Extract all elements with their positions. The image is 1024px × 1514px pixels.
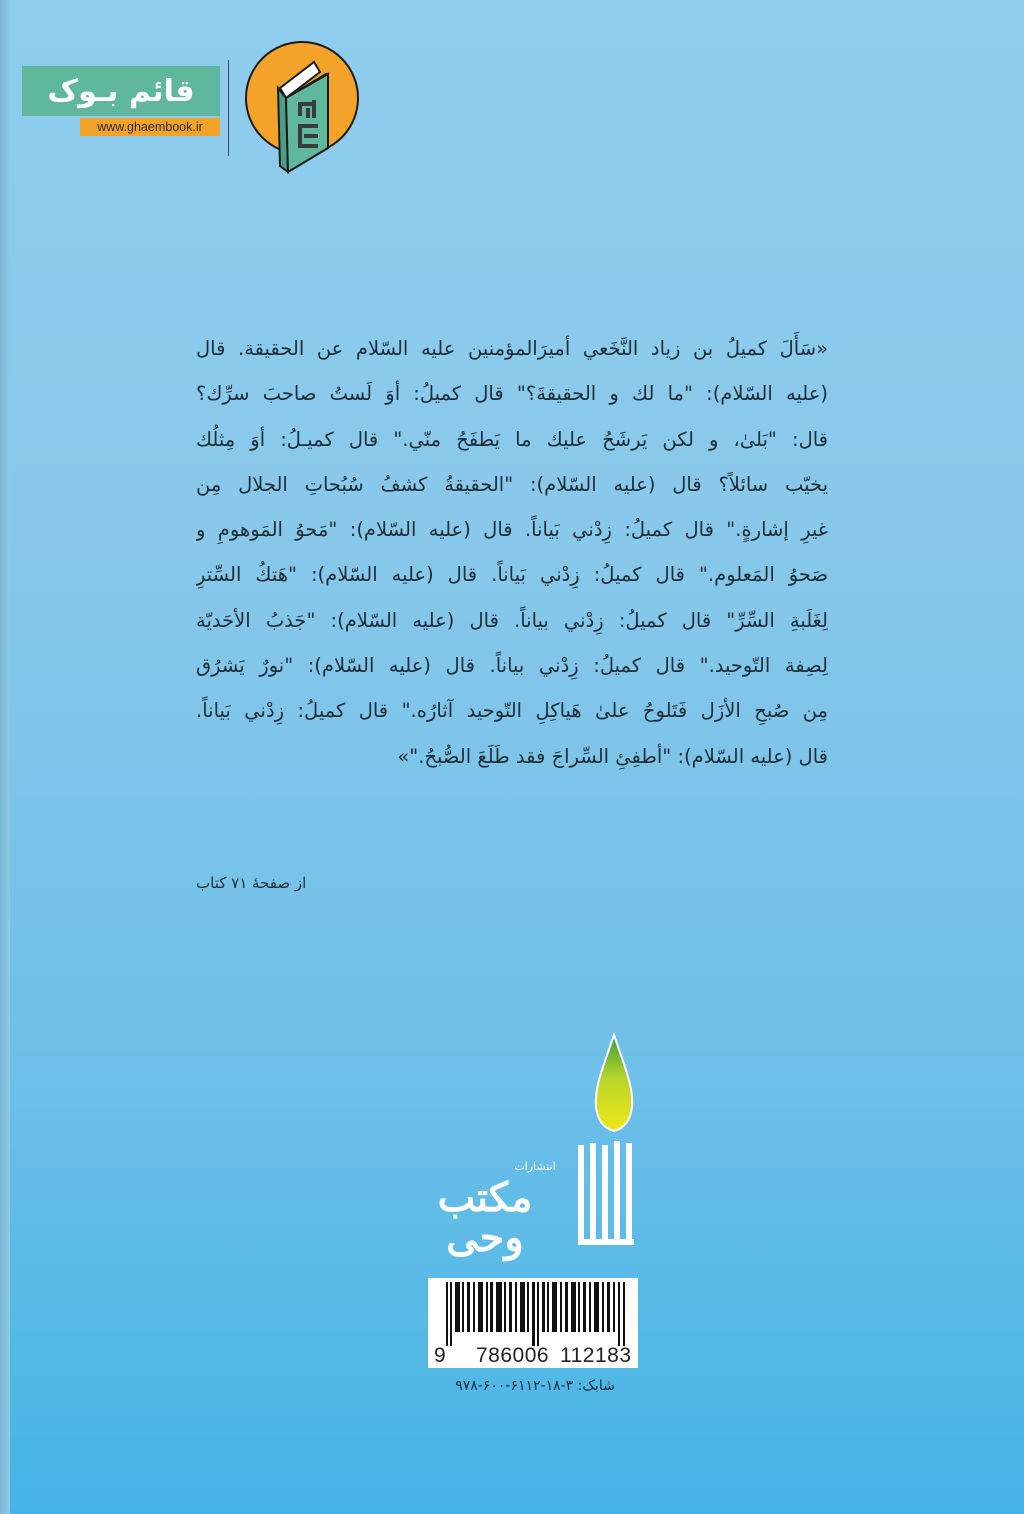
barcode-bars-icon xyxy=(446,1282,632,1346)
book-logo-icon xyxy=(242,40,362,175)
quote-line: غيرِ إشارةٍ." قال كميلُ: زِدْني بَياناً. قال (عليه السّلام): "مَحوُ المَوهومِ و xyxy=(196,518,828,542)
isbn-barcode xyxy=(428,1278,638,1368)
watermark-url[interactable]: www.ghaembook.ir xyxy=(80,118,220,136)
barcode-digit-first: 9 xyxy=(434,1344,446,1367)
barcode-group-left: 786006 xyxy=(476,1344,550,1367)
quote-line: «سَأَلَ كميلُ بن زياد النَّخَعي أميرَالمؤمنين عليه السّلام عن الحقيقة. قال xyxy=(196,337,828,360)
quote-line: مِن صُبحِ الأزَل فَتَلوحُ علىٰ هَياكِلِ التّوحيد آثارُه." قال كميلُ: زِدْني بَياناً. xyxy=(196,699,828,723)
quote-text-block xyxy=(196,326,828,779)
quote-line: لِغَلَبةِ السِّرِّ" قال كميلُ: زِدْني بياناً. قال (عليه السّلام): "جَذبُ الأحَديّة xyxy=(196,608,828,632)
quote-line: لِصِفة التّوحيد." قال كميلُ: زِدْني بياناً. قال (عليه السّلام): "نورٌ يَشرُق xyxy=(196,654,828,678)
isbn-text: شابک: ۳-۱۸-۶۱۱۲-۶۰۰-۹۷۸ xyxy=(455,1378,615,1394)
quote-line: (عليه السّلام): "ما لك و الحقيقةَ؟" قال كميلُ: أوَ لَستُ صاحبَ سرِّك؟ xyxy=(196,382,828,406)
quote-line: قال: "بَلىٰ، و لكن يَرشَحُ عليك ما يَطفَحُ منّي." قال كميـلُ: أوَ مِثلُك xyxy=(196,427,828,451)
publisher-label: انتشارات xyxy=(514,1160,556,1173)
quote-line: قال (عليه السّلام): "أطفِئِ السِّراجَ فقد طَلَعَ الصُّبحُ."» xyxy=(397,744,828,768)
barcode-digits xyxy=(428,1342,638,1368)
quote-line: صَحوُ المَعلوم." قال كميلُ: زِدْني بَياناً. قال (عليه السّلام): "هَتكُ السِّترِ xyxy=(196,563,828,587)
watermark-brand-name: قائم بـوک xyxy=(22,66,220,116)
quote-line: يخيّب سائلاً؟ قال (عليه السّلام): "الحقيقةُ كشفُ سُبُحاتِ الجلال مِن xyxy=(196,472,828,496)
quote-source: از صفحهٔ ۷۱ کتاب xyxy=(196,874,307,892)
barcode-group-right: 112183 xyxy=(560,1344,632,1367)
publisher-name: مکتب وحی xyxy=(437,1174,533,1261)
watermark-divider xyxy=(228,60,229,156)
book-spine-edge xyxy=(0,0,10,1514)
